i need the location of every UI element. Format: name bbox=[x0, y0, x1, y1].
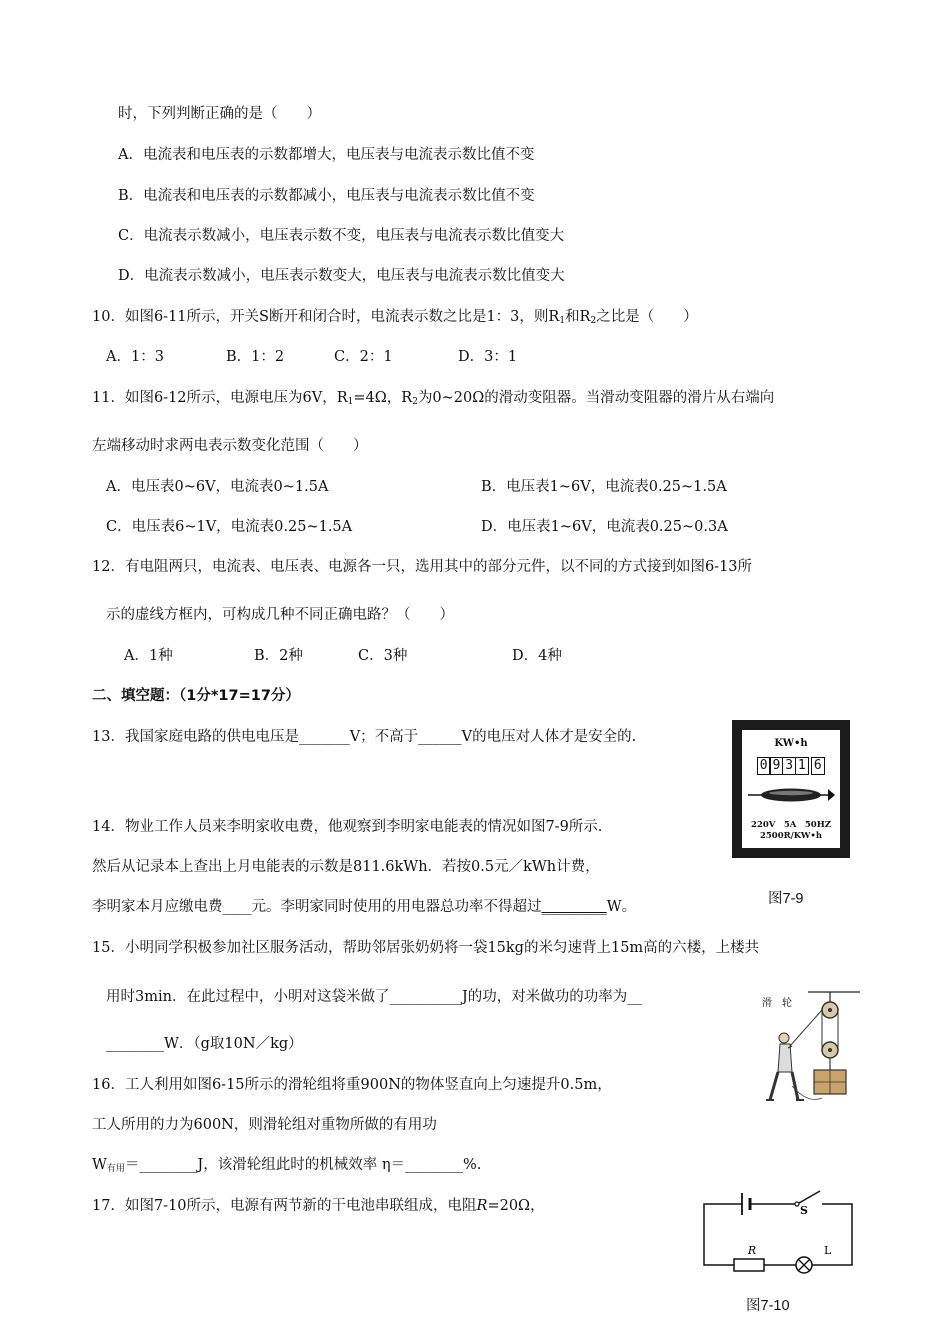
pulley-worker-figure bbox=[748, 986, 866, 1112]
q12-option-d: D．4种 bbox=[512, 648, 562, 664]
meter-disc-icon bbox=[746, 784, 836, 806]
q11-option-b: B．电压表1~6V，电流表0.25~1.5A bbox=[481, 479, 727, 495]
pulley-label: 滑 轮 bbox=[762, 998, 792, 1009]
meter-spec-rating: 220V 5A 50HZ bbox=[751, 820, 831, 830]
meter-digits bbox=[758, 757, 825, 775]
q10-options bbox=[0, 347, 950, 367]
meter-digit: 3 bbox=[782, 757, 796, 775]
q11-option-c: C．电压表6~1V，电流表0.25~1.5A bbox=[106, 519, 353, 535]
q9-option-a: A．电流表和电压表的示数都增大，电压表与电流表示数比值不变 bbox=[118, 147, 535, 163]
meter-spec-revs: 2500R/KW•h bbox=[759, 831, 823, 841]
meter-unit-label: KW•h bbox=[774, 738, 808, 749]
q12-option-b: B．2种 bbox=[254, 648, 303, 664]
switch-icon bbox=[799, 1191, 820, 1203]
q12-option-a: A．1种 bbox=[124, 648, 173, 664]
q11-option-a: A．电压表0~6V，电流表0~1.5A bbox=[106, 479, 329, 495]
electric-meter-figure bbox=[732, 720, 850, 858]
q10-option-d: D．3：1 bbox=[458, 349, 518, 365]
q11-option-d: D．电压表1~6V，电流表0.25~0.3A bbox=[481, 519, 728, 535]
q16-line2: 工人所用的力为600N，则滑轮组对重物所做的有用功 bbox=[92, 1117, 437, 1133]
meter-digit: 1 bbox=[795, 757, 809, 775]
section-heading: 二、填空题：（1分*17=17分） bbox=[92, 688, 300, 704]
q13: 13．我国家庭电路的供电电压是_______V；不高于______V的电压对人体才是安全的. bbox=[92, 729, 637, 745]
q10-stem: 10．如图6-11所示，开关S断开和闭合时，电流表示数之比是1：3，则$R_1$和$R_2$之比是（ ） bbox=[92, 309, 698, 326]
figure-caption-7-9: 图7-9 bbox=[768, 891, 804, 907]
q14-line2: 然后从记录本上查出上月电能表的示数是811.6kWh．若按0.5元／kWh计费， bbox=[92, 859, 600, 875]
q15-line1: 15．小明同学积极参加社区服务活动，帮助邻居张奶奶将一袋15kg的米匀速背上15m高的六楼，上楼共 bbox=[92, 940, 760, 956]
q12-option-c: C．3种 bbox=[358, 648, 408, 664]
q10-option-b: B．1：2 bbox=[226, 349, 285, 365]
q15-line2: 用时3min．在此过程中，小明对这袋米做了__________J的功，对米做功的功率为__ bbox=[106, 989, 642, 1005]
switch-label: S bbox=[800, 1204, 808, 1217]
q11-options-row2 bbox=[0, 517, 950, 537]
q16-line1: 16．工人利用如图6-15所示的滑轮组将重900N的物体竖直向上匀速提升0.5m， bbox=[92, 1077, 612, 1093]
q9-tail: 时，下列判断正确的是（ ） bbox=[118, 106, 321, 122]
q11-line2: 左端移动时求两电表示数变化范围（ ） bbox=[92, 438, 368, 454]
resistor-label: R bbox=[747, 1244, 757, 1257]
q10-option-c: C．2：1 bbox=[334, 349, 393, 365]
meter-digit: 0 bbox=[757, 757, 771, 775]
lamp-label: L bbox=[824, 1244, 832, 1257]
meter-digit: 6 bbox=[811, 757, 825, 775]
q16-line3: $W_{有用}=\_\_\_\_\_\_\_\_J$，该滑轮组此时的机械效率 η＝________%. bbox=[92, 1157, 482, 1174]
q12-options bbox=[0, 646, 950, 666]
q9-option-b: B．电流表和电压表的示数都减小，电压表与电流表示数比值不变 bbox=[118, 188, 535, 204]
resistor-icon bbox=[734, 1259, 764, 1271]
q14-line1: 14．物业工作人员来李明家收电费，他观察到李明家电能表的情况如图7-9所示. bbox=[92, 819, 603, 835]
q14-line3: 李明家本月应缴电费____元。李明家同时使用的用电器总功率不得超过_________W。 bbox=[92, 899, 637, 915]
circuit-diagram bbox=[700, 1186, 860, 1282]
q9-option-d: D．电流表示数减小，电压表示数变大，电压表与电流表示数比值变大 bbox=[118, 268, 565, 284]
q12-line2: 示的虚线方框内，可构成几种不同正确电路？（ ） bbox=[106, 607, 454, 623]
q11-options-row1 bbox=[0, 477, 950, 497]
q15-line3: ________W．（g取10N／kg） bbox=[106, 1036, 303, 1052]
q12-line1: 12．有电阻两只，电流表、电压表、电源各一只，选用其中的部分元件，以不同的方式接到如图6-13所 bbox=[92, 559, 753, 575]
meter-digit: 9 bbox=[769, 757, 783, 775]
q9-option-c: C．电流表示数减小，电压表示数不变，电压表与电流表示数比值变大 bbox=[118, 228, 565, 244]
figure-caption-7-10: 图7-10 bbox=[746, 1298, 790, 1314]
q11-line1: 11．如图6-12所示，电源电压为6V，$R_1=4\Omega$，$R_2$为0~20Ω的滑动变阻器。当滑动变阻器的滑片从右端向 bbox=[92, 390, 775, 407]
q17: 17．如图7-10所示，电源有两节新的干电池串联组成，电阻R=20Ω， bbox=[92, 1198, 545, 1214]
q10-option-a: A．1：3 bbox=[106, 349, 164, 365]
